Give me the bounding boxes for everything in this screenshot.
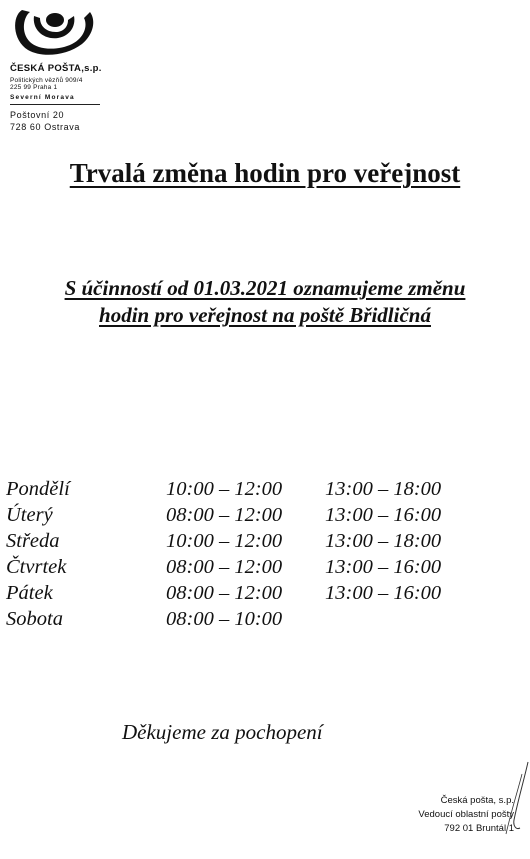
hours-row [6,556,526,582]
branch-address-line1: Poštovní 20 [10,110,65,120]
footer-line1: Česká pošta, s.p. [440,795,514,806]
morning-hours: 08:00 – 12:00 [166,556,283,578]
notice-line1: S účinností od 01.03.2021 oznamujeme změnu [64,276,466,300]
footer-line2: Vedoucí oblastní pošty [418,809,514,820]
hours-row [6,530,526,556]
afternoon-hours: 13:00 – 16:00 [325,556,442,578]
org-address-line1: Politických vězňů 909/4 [10,77,83,84]
hours-row [6,478,526,504]
afternoon-hours: 13:00 – 18:00 [325,530,442,552]
branch-address-line2: 728 60 Ostrava [10,122,80,132]
notice-line2: hodin pro veřejnost na poště Břidličná [99,303,431,327]
footer-line3: 792 01 Bruntál 1 [444,823,514,834]
day-label: Čtvrtek [6,556,67,578]
day-label: Pátek [6,582,53,604]
region-divider [10,104,100,105]
thanks-message: Děkujeme za pochopení [122,720,323,744]
afternoon-hours: 13:00 – 16:00 [325,582,442,604]
morning-hours: 08:00 – 12:00 [166,582,283,604]
hours-row [6,582,526,608]
hours-row [6,608,526,634]
hours-row [6,504,526,530]
page-title: Trvalá změna hodin pro veřejnost [69,158,461,188]
signature-stroke [500,760,530,840]
day-label: Úterý [6,504,53,526]
org-name: ČESKÁ POŠTA,s.p. [10,63,102,74]
afternoon-hours: 13:00 – 18:00 [325,478,442,500]
ceska-posta-logo [8,6,98,58]
day-label: Středa [6,530,60,552]
morning-hours: 10:00 – 12:00 [166,478,283,500]
org-region: Severní Morava [10,94,75,101]
morning-hours: 10:00 – 12:00 [166,530,283,552]
day-label: Sobota [6,608,63,630]
org-address-line2: 225 99 Praha 1 [10,84,58,91]
morning-hours: 08:00 – 10:00 [166,608,283,630]
day-label: Pondělí [6,478,70,500]
morning-hours: 08:00 – 12:00 [166,504,283,526]
afternoon-hours: 13:00 – 16:00 [325,504,442,526]
